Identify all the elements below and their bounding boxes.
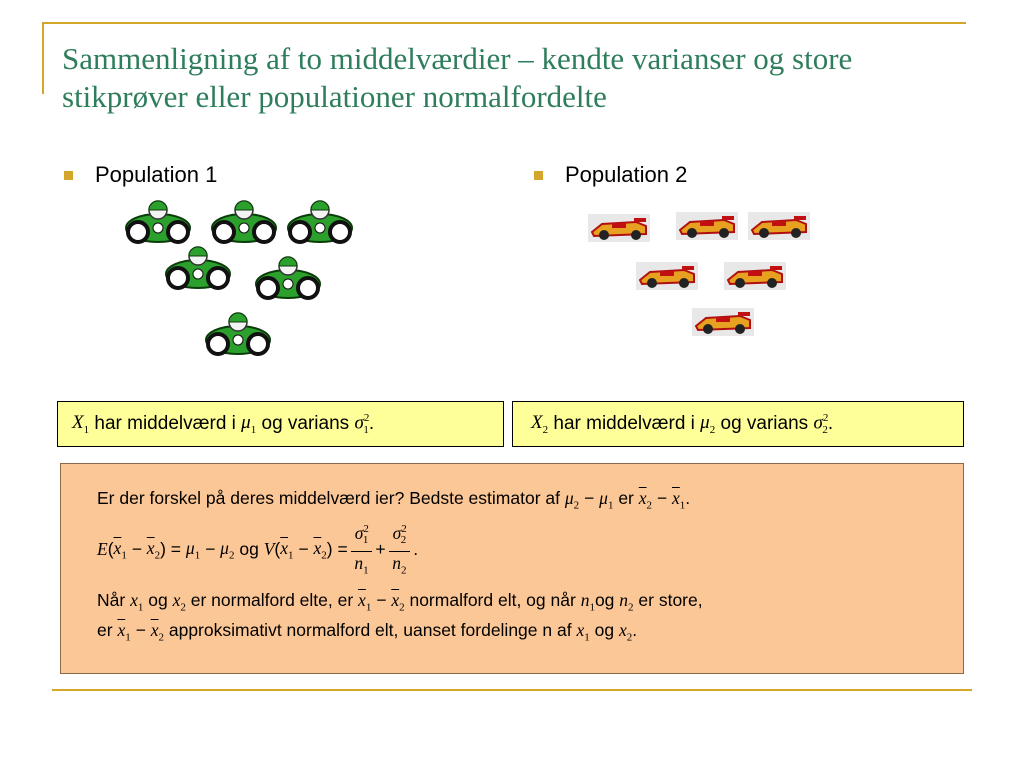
red-yellow-formula-car-icon xyxy=(676,212,738,240)
green-race-car-icon xyxy=(126,201,190,242)
red-yellow-formula-car-icon xyxy=(724,262,786,290)
population-2-label: Population 2 xyxy=(565,162,688,187)
red-yellow-formula-car-icon xyxy=(588,214,650,242)
population-2-description xyxy=(512,401,964,447)
red-yellow-formula-car-icon xyxy=(748,212,810,240)
sigma2-squared-symbol: $\sigma^2_2$ xyxy=(813,411,829,437)
slide-title: Sammenligning af to middelværdier – kendte varianser og store stikprøver eller populationer normalfordelte xyxy=(62,41,853,114)
approximation-line: er $\overline{x}_1 - \overline{x}_2$ approksimativt normalford elt, uanset fordelinge n af $x_1$ og $x_2$. xyxy=(97,620,638,644)
mu2-symbol: $\mu_2$ xyxy=(700,412,716,436)
red-yellow-formula-car-icon xyxy=(692,308,754,336)
estimator-explanation-box xyxy=(60,463,964,674)
box2-text-variance: og varians xyxy=(720,413,809,434)
bottom-rule xyxy=(52,689,972,691)
green-race-car-icon xyxy=(166,247,230,288)
population-1-label: Population 1 xyxy=(95,162,218,187)
box2-text-mean: har middelværd i xyxy=(553,413,695,434)
box1-text-mean: har middelværd i xyxy=(94,413,236,434)
box2-period: . xyxy=(827,413,834,434)
normality-condition-line: Når $x_1$ og $x_2$ er normalford elte, er $\overline{x}_1 - \overline{x}_2$ normalford elt, og når $n_1og$ $n_2$ er store, xyxy=(97,590,703,614)
expectation-variance-formula: E ( $\overline{x}_1$ − $\overline{x}_2$ ) = $\mu_1$ − $\mu_2$ og V ( $\overline{x}_1$ − $\overline{x}_2$ ) = $\frac{\sigma^2_1}{n_1}$ + $\frac{\sigma^2_2}{n_2}$ . xyxy=(97,518,418,582)
x1-symbol: $X_1$ xyxy=(72,412,90,436)
x2-symbol: $X_2$ xyxy=(531,412,549,436)
red-yellow-formula-car-icon xyxy=(636,262,698,290)
green-race-car-icon xyxy=(212,201,276,242)
box1-text-variance: og varians xyxy=(261,413,350,434)
green-race-car-icon xyxy=(256,257,320,298)
estimator-line: Er der forskel på deres middelværd ier? Bedste estimator af $\mu_2 - \mu_1$ er $\overline{x}_2 - \overline{x}_1$. xyxy=(97,488,691,512)
mu1-symbol: $\mu_1$ xyxy=(241,412,257,436)
box1-period: . xyxy=(368,413,375,434)
sigma1-squared-symbol: $\sigma^2_1$ xyxy=(354,411,370,437)
green-race-car-icon xyxy=(206,313,270,354)
population-1-description xyxy=(57,401,504,447)
green-race-car-icon xyxy=(288,201,352,242)
